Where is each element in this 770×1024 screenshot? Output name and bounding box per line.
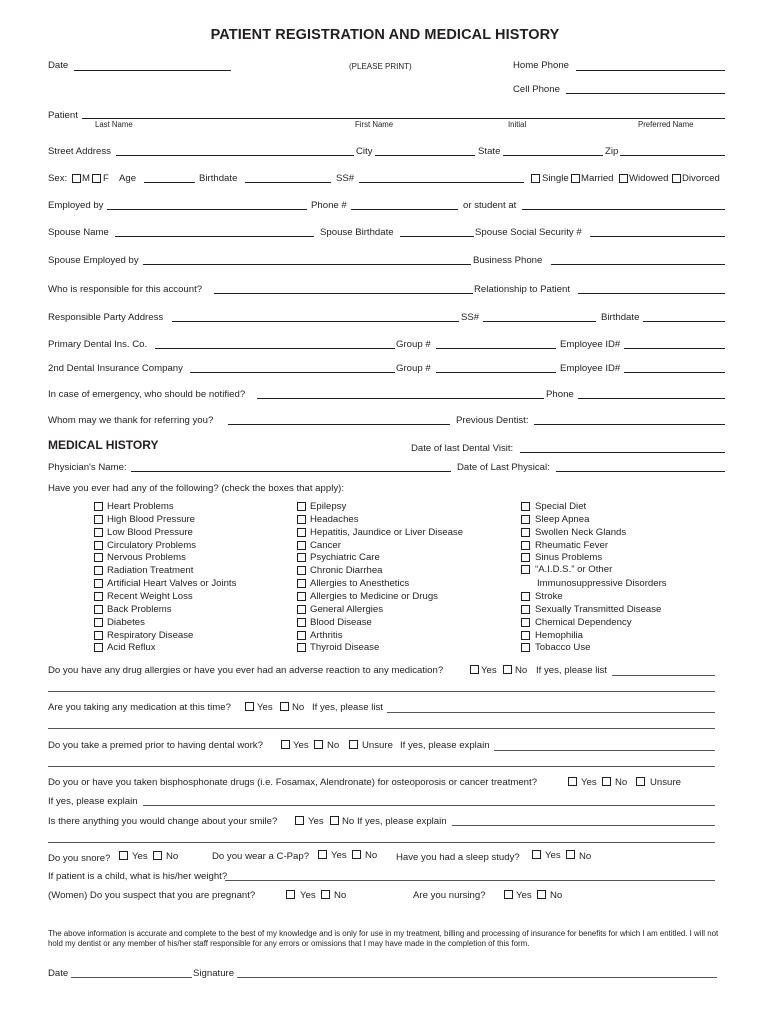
birthdate-field[interactable] <box>245 182 331 183</box>
sleep-study-no-checkbox[interactable] <box>566 850 575 859</box>
responsible-address-field[interactable] <box>172 321 459 322</box>
condition-label: Rheumatic Fever <box>535 540 609 551</box>
spouse-name-label: Spouse Name <box>48 227 109 238</box>
condition-checkbox[interactable] <box>297 528 306 537</box>
condition-checkbox[interactable] <box>94 515 103 524</box>
last-physical-label: Date of Last Physical: <box>457 462 550 473</box>
responsible-ss-field[interactable] <box>483 321 596 322</box>
medication-field-2[interactable] <box>48 728 715 729</box>
premed-field-2[interactable] <box>48 766 715 767</box>
unsure-label: Unsure <box>362 740 393 751</box>
condition-checkbox[interactable] <box>521 592 530 601</box>
state-label: State <box>478 146 501 157</box>
preferred-name-caption: Preferred Name <box>638 120 694 129</box>
condition-checkbox[interactable] <box>94 631 103 640</box>
spouse-birthdate-label: Spouse Birthdate <box>320 227 394 238</box>
no-label: No <box>365 850 378 861</box>
condition-checkbox[interactable] <box>297 566 306 575</box>
condition-label: “A.I.D.S.” or Other <box>535 564 613 575</box>
first-name-caption: First Name <box>355 120 394 129</box>
student-label: or student at <box>463 200 517 211</box>
conditions-instructions: Have you ever had any of the following? (check the boxes that apply): <box>48 483 344 494</box>
condition-label: Allergies to Anesthetics <box>310 578 410 589</box>
widowed-label: Widowed <box>629 173 669 184</box>
disclaimer-text: The above information is accurate and complete to the best of my knowledge and is only for use in my treatment, billing and processing of insurance for benefits for which I am entitled. I will not hold my dentist or any member of his/her staff responsible for any errors or omissions that I may have made in the completion of this form. <box>48 929 719 948</box>
pregnant-yes-checkbox[interactable] <box>286 890 295 899</box>
condition-label: Respiratory Disease <box>107 630 194 641</box>
condition-label: Sexually Transmitted Disease <box>535 604 662 615</box>
ss-label: SS# <box>336 173 355 184</box>
smile-field[interactable] <box>452 825 715 826</box>
emergency-phone-label: Phone <box>546 389 574 400</box>
condition-label: Artificial Heart Valves or Joints <box>107 578 237 589</box>
condition-label: Blood Disease <box>310 617 372 628</box>
widowed-checkbox[interactable] <box>619 174 628 183</box>
sex-label: Sex: <box>48 173 68 184</box>
if-yes-explain-label: If yes, please explain <box>400 740 490 751</box>
drug-allergies-field[interactable] <box>612 675 715 676</box>
zip-field[interactable] <box>620 155 725 156</box>
condition-label: Back Problems <box>107 604 172 615</box>
single-checkbox[interactable] <box>531 174 540 183</box>
business-phone-label: Business Phone <box>473 255 543 266</box>
child-weight-question: If patient is a child, what is his/her weight? <box>48 871 228 882</box>
condition-checkbox[interactable] <box>297 541 306 550</box>
nursing-no-checkbox[interactable] <box>537 890 546 899</box>
condition-checkbox[interactable] <box>521 605 530 614</box>
condition-label: Nervous Problems <box>107 552 186 563</box>
cell-phone-field[interactable] <box>566 93 725 94</box>
snore-yes-checkbox[interactable] <box>119 851 128 860</box>
condition-checkbox[interactable] <box>297 618 306 627</box>
single-label: Single <box>542 173 569 184</box>
condition-checkbox[interactable] <box>94 605 103 614</box>
state-field[interactable] <box>503 155 603 156</box>
cpap-question: Do you wear a C-Pap? <box>212 851 310 862</box>
if-yes-list-label: If yes, please list <box>312 702 383 713</box>
second-employee-id-field[interactable] <box>624 372 725 373</box>
emergency-label: In case of emergency, who should be notified? <box>48 389 246 400</box>
condition-checkbox[interactable] <box>94 592 103 601</box>
condition-label: Hemophilia <box>535 630 583 641</box>
previous-dentist-field[interactable] <box>534 424 725 425</box>
emergency-field[interactable] <box>257 398 544 399</box>
condition-label: Low Blood Pressure <box>107 527 193 538</box>
condition-checkbox[interactable] <box>521 631 530 640</box>
drug-allergies-no-checkbox[interactable] <box>503 665 512 674</box>
condition-checkbox[interactable] <box>94 618 103 627</box>
student-field[interactable] <box>522 209 725 210</box>
child-weight-field[interactable] <box>225 880 715 881</box>
condition-label: Psychiatric Care <box>310 552 380 563</box>
employed-by-field[interactable] <box>107 209 307 210</box>
condition-label: Tobacco Use <box>535 642 591 653</box>
responsible-birthdate-label: Birthdate <box>601 312 640 323</box>
condition-checkbox[interactable] <box>297 631 306 640</box>
condition-label: Hepatitis, Jaundice or Liver Disease <box>310 527 464 538</box>
responsible-birthdate-field[interactable] <box>643 321 725 322</box>
premed-question: Do you take a premed prior to having dental work? <box>48 740 263 751</box>
emergency-phone-field[interactable] <box>578 398 725 399</box>
condition-label: Special Diet <box>535 501 587 512</box>
no-label: No <box>292 702 305 713</box>
drug-allergies-question: Do you have any drug allergies or have you ever had an adverse reaction to any medication? <box>48 665 444 676</box>
no-label: No <box>327 740 340 751</box>
condition-label: Arthritis <box>310 630 343 641</box>
city-label: City <box>356 146 373 157</box>
zip-label: Zip <box>605 146 619 157</box>
patient-label: Patient <box>48 110 78 121</box>
sleep-study-question: Have you had a sleep study? <box>396 852 520 863</box>
employer-phone-field[interactable] <box>351 209 458 210</box>
spouse-ssn-label: Spouse Social Security # <box>475 227 582 238</box>
condition-label: Circulatory Problems <box>107 540 197 551</box>
responsible-label: Who is responsible for this account? <box>48 284 203 295</box>
drug-allergies-yes-checkbox[interactable] <box>470 665 479 674</box>
condition-checkbox[interactable] <box>521 643 530 652</box>
condition-checkbox[interactable] <box>94 579 103 588</box>
yes-label: Yes <box>132 851 148 862</box>
condition-label: Chemical Dependency <box>535 617 632 628</box>
please-print-note: (PLEASE PRINT) <box>349 62 412 71</box>
condition-checkbox[interactable] <box>297 643 306 652</box>
condition-label: Diabetes <box>107 617 145 628</box>
no-label: No <box>579 851 592 862</box>
snore-question: Do you snore? <box>48 853 111 864</box>
condition-checkbox[interactable] <box>521 515 530 524</box>
footer-date-field[interactable] <box>71 977 192 978</box>
condition-checkbox[interactable] <box>94 502 103 511</box>
spouse-employed-label: Spouse Employed by <box>48 255 139 266</box>
bisphosphonate-question: Do you or have you taken bisphosphonate drugs (i.e. Fosamax, Alendronate) for osteoporosis or cancer treatment? <box>48 777 538 788</box>
medication-yes-checkbox[interactable] <box>245 702 254 711</box>
sex-m-label: M <box>82 173 90 184</box>
condition-label: Sleep Apnea <box>535 514 590 525</box>
condition-checkbox[interactable] <box>297 592 306 601</box>
last-dental-visit-field[interactable] <box>520 452 725 453</box>
no-label: No <box>166 851 179 862</box>
second-insurance-label: 2nd Dental Insurance Company <box>48 363 183 374</box>
physician-label: Physician's Name: <box>48 462 127 473</box>
relationship-label: Relationship to Patient <box>474 284 570 295</box>
sex-f-label: F <box>103 173 109 184</box>
premed-unsure-checkbox[interactable] <box>349 740 358 749</box>
last-physical-field[interactable] <box>556 471 725 472</box>
medication-question: Are you taking any medication at this time? <box>48 702 231 713</box>
yes-label: Yes <box>481 665 497 676</box>
married-checkbox[interactable] <box>571 174 580 183</box>
home-phone-label: Home Phone <box>513 60 569 71</box>
condition-checkbox[interactable] <box>297 579 306 588</box>
referral-label: Whom may we thank for referring you? <box>48 415 214 426</box>
physician-field[interactable] <box>131 471 451 472</box>
age-field[interactable] <box>144 182 195 183</box>
birthdate-label: Birthdate <box>199 173 238 184</box>
condition-checkbox[interactable] <box>297 515 306 524</box>
no-label: No <box>550 890 563 901</box>
home-phone-field[interactable] <box>576 70 725 71</box>
spouse-birthdate-field[interactable] <box>400 236 474 237</box>
bisphosphonate-explain-label: If yes, please explain <box>48 796 138 807</box>
condition-label: Heart Problems <box>107 501 174 512</box>
yes-label: Yes <box>300 890 316 901</box>
spouse-employed-field[interactable] <box>143 264 471 265</box>
condition-label: Acid Reflux <box>107 642 156 653</box>
medication-field[interactable] <box>387 712 715 713</box>
no-label: No <box>615 777 628 788</box>
medication-no-checkbox[interactable] <box>280 702 289 711</box>
condition-checkbox[interactable] <box>94 528 103 537</box>
divorced-checkbox[interactable] <box>672 174 681 183</box>
signature-field[interactable] <box>237 977 717 978</box>
street-address-label: Street Address <box>48 146 111 157</box>
yes-label: Yes <box>545 850 561 861</box>
yes-label: Yes <box>331 850 347 861</box>
condition-checkbox[interactable] <box>297 502 306 511</box>
premed-no-checkbox[interactable] <box>314 740 323 749</box>
signature-label: Signature <box>193 968 235 979</box>
referral-field[interactable] <box>228 424 450 425</box>
premed-yes-checkbox[interactable] <box>281 740 290 749</box>
yes-label: Yes <box>293 740 309 751</box>
nursing-question: Are you nursing? <box>413 890 486 901</box>
condition-checkbox[interactable] <box>94 541 103 550</box>
divorced-label: Divorced <box>682 173 720 184</box>
ss-field[interactable] <box>359 182 524 183</box>
primary-group-field[interactable] <box>436 348 556 349</box>
condition-label: General Allergies <box>310 604 384 615</box>
street-address-field[interactable] <box>116 155 354 156</box>
cpap-no-checkbox[interactable] <box>352 850 361 859</box>
primary-employee-id-label: Employee ID# <box>560 339 621 350</box>
pregnant-question: (Women) Do you suspect that you are pregnant? <box>48 890 256 901</box>
form-title: PATIENT REGISTRATION AND MEDICAL HISTORY <box>210 27 560 43</box>
last-name-caption: Last Name <box>95 120 133 129</box>
bisphosphonate-field[interactable] <box>143 805 715 806</box>
unsure-label: Unsure <box>650 777 681 788</box>
nursing-yes-checkbox[interactable] <box>504 890 513 899</box>
condition-checkbox[interactable] <box>94 566 103 575</box>
primary-group-label: Group # <box>396 339 431 350</box>
primary-insurance-field[interactable] <box>155 348 395 349</box>
drug-allergies-field-2[interactable] <box>48 691 715 692</box>
condition-label: High Blood Pressure <box>107 514 195 525</box>
city-field[interactable] <box>375 155 475 156</box>
sex-f-checkbox[interactable] <box>92 174 101 183</box>
medical-history-heading: MEDICAL HISTORY <box>48 438 159 452</box>
age-label: Age <box>119 173 137 184</box>
primary-employee-id-field[interactable] <box>624 348 725 349</box>
condition-label: Sinus Problems <box>535 552 603 563</box>
condition-label: Stroke <box>535 591 563 602</box>
second-insurance-field[interactable] <box>190 372 395 373</box>
last-dental-visit-label: Date of last Dental Visit: <box>411 443 514 454</box>
relationship-field[interactable] <box>578 293 725 294</box>
date-label: Date <box>48 60 69 71</box>
responsible-field[interactable] <box>214 293 473 294</box>
responsible-ss-label: SS# <box>461 312 480 323</box>
pregnant-no-checkbox[interactable] <box>321 890 330 899</box>
condition-label: Headaches <box>310 514 359 525</box>
smile-if-yes-label: If yes, please explain <box>357 816 447 827</box>
cpap-yes-checkbox[interactable] <box>318 850 327 859</box>
initial-caption: Initial <box>508 120 527 129</box>
smile-yes-checkbox[interactable] <box>295 816 304 825</box>
yes-label: Yes <box>516 890 532 901</box>
responsible-address-label: Responsible Party Address <box>48 312 164 323</box>
condition-label: Immunosuppressive Disorders <box>537 578 667 589</box>
employed-by-label: Employed by <box>48 200 104 211</box>
second-group-label: Group # <box>396 363 431 374</box>
date-field[interactable] <box>74 70 231 71</box>
smile-no-checkbox[interactable] <box>330 816 339 825</box>
spouse-name-field[interactable] <box>115 236 314 237</box>
condition-label: Radiation Treatment <box>107 565 194 576</box>
spouse-ssn-field[interactable] <box>590 236 725 237</box>
condition-label: Allergies to Medicine or Drugs <box>310 591 438 602</box>
snore-no-checkbox[interactable] <box>153 851 162 860</box>
if-yes-list-label: If yes, please list <box>536 665 607 676</box>
patient-name-field[interactable] <box>82 118 725 119</box>
second-employee-id-label: Employee ID# <box>560 363 621 374</box>
primary-insurance-label: Primary Dental Ins. Co. <box>48 339 148 350</box>
condition-label: Chronic Diarrhea <box>310 565 383 576</box>
condition-checkbox[interactable] <box>521 553 530 562</box>
business-phone-field[interactable] <box>551 264 725 265</box>
condition-label: Recent Weight Loss <box>107 591 193 602</box>
condition-checkbox[interactable] <box>521 541 530 550</box>
cell-phone-label: Cell Phone <box>513 84 560 95</box>
yes-label: Yes <box>581 777 597 788</box>
condition-label: Thyroid Disease <box>310 642 380 653</box>
no-label: No <box>342 816 355 827</box>
married-label: Married <box>581 173 614 184</box>
employer-phone-label: Phone # <box>311 200 347 211</box>
no-label: No <box>334 890 347 901</box>
smile-field-2[interactable] <box>48 842 715 843</box>
sleep-study-yes-checkbox[interactable] <box>532 850 541 859</box>
second-group-field[interactable] <box>436 372 556 373</box>
bisphosphonate-no-checkbox[interactable] <box>602 777 611 786</box>
yes-label: Yes <box>257 702 273 713</box>
condition-label: Swollen Neck Glands <box>535 527 627 538</box>
condition-checkbox[interactable] <box>521 528 530 537</box>
sex-m-checkbox[interactable] <box>72 174 81 183</box>
smile-question: Is there anything you would change about your smile? <box>48 816 278 827</box>
yes-label: Yes <box>308 816 324 827</box>
bisphosphonate-unsure-checkbox[interactable] <box>636 777 645 786</box>
condition-label: Epilepsy <box>310 501 347 512</box>
condition-label: Cancer <box>310 540 341 551</box>
condition-checkbox[interactable] <box>297 605 306 614</box>
condition-checkbox[interactable] <box>94 553 103 562</box>
no-label: No <box>515 665 528 676</box>
condition-checkbox[interactable] <box>521 565 530 574</box>
condition-checkbox[interactable] <box>94 643 103 652</box>
condition-checkbox[interactable] <box>521 618 530 627</box>
premed-field[interactable] <box>494 750 715 751</box>
condition-checkbox[interactable] <box>521 502 530 511</box>
condition-checkbox[interactable] <box>297 553 306 562</box>
previous-dentist-label: Previous Dentist: <box>456 415 529 426</box>
footer-date-label: Date <box>48 968 69 979</box>
bisphosphonate-yes-checkbox[interactable] <box>568 777 577 786</box>
